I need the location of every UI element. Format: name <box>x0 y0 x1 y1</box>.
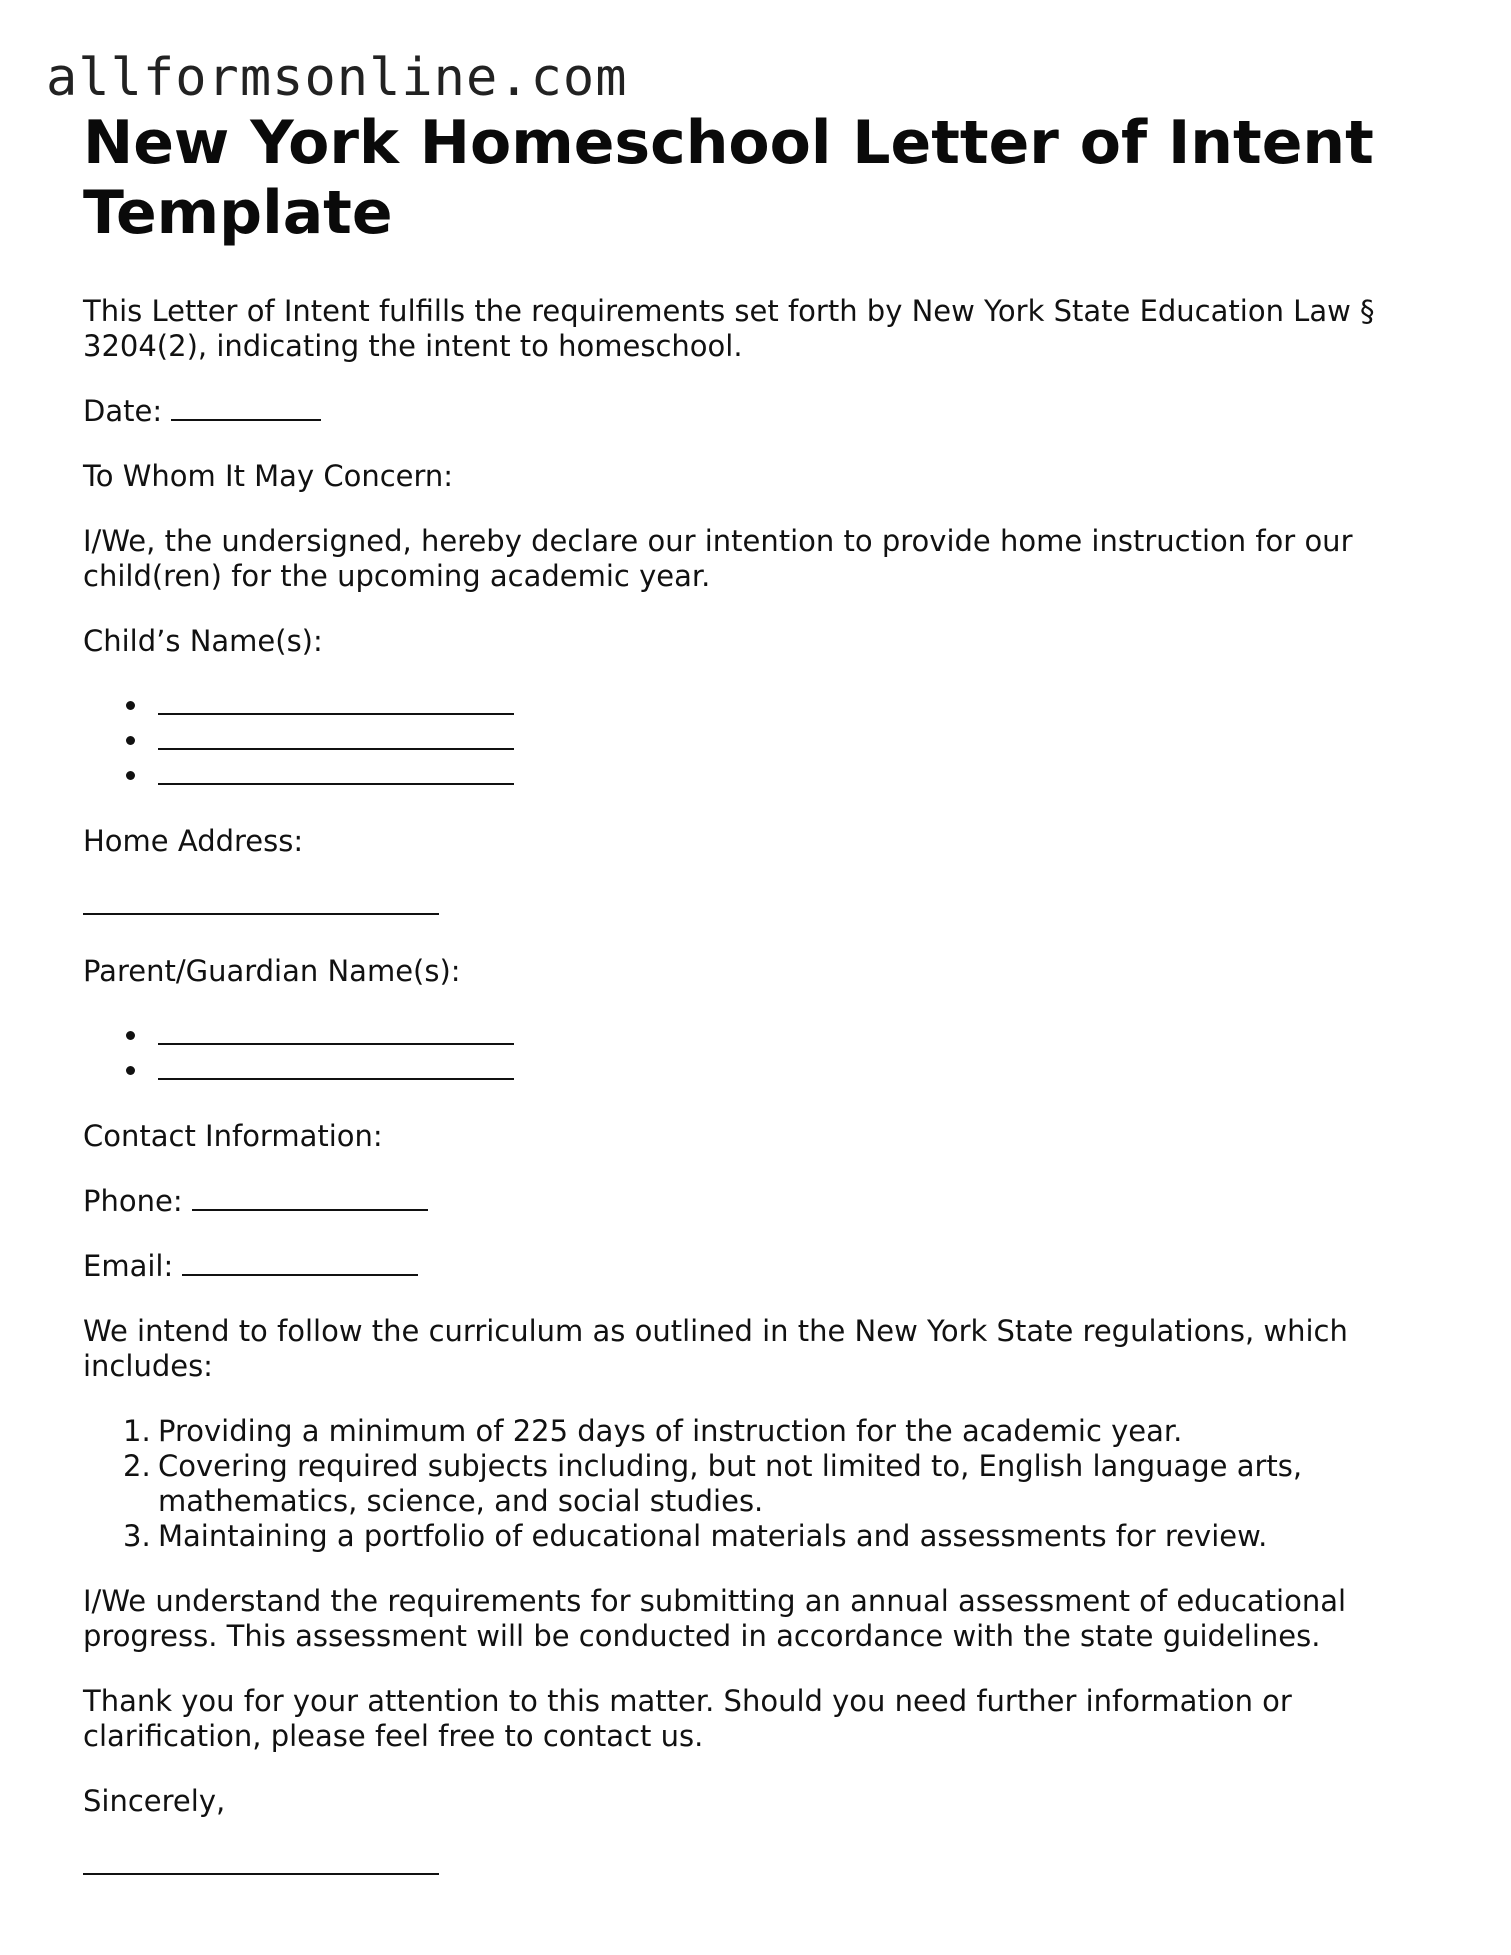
closing: Sincerely, <box>83 1784 226 1818</box>
children-label: Child’s Name(s): <box>83 624 323 658</box>
requirement-number: 1. <box>123 1414 151 1448</box>
requirement-item <box>83 1449 1423 1519</box>
bullet-icon <box>126 771 135 780</box>
requirement-text: Covering required subjects including, but not limited to, English language arts, mathematics, science, and social studies. <box>158 1449 1303 1518</box>
address-row <box>83 889 1423 924</box>
requirement-text: Maintaining a portfolio of educational materials and assessments for review. <box>158 1519 1268 1553</box>
curriculum-intro: We intend to follow the curriculum as outlined in the New York State regulations, which includes: <box>83 1314 1348 1383</box>
requirement-number: 3. <box>123 1519 151 1553</box>
bullet-icon <box>126 1066 135 1075</box>
salutation: To Whom It May Concern: <box>83 459 454 493</box>
parent-name-item <box>83 1054 1423 1089</box>
phone-label: Phone: <box>83 1184 183 1218</box>
letter-document <box>83 108 1423 1884</box>
email-field[interactable] <box>182 1250 418 1276</box>
requirement-number: 2. <box>123 1449 151 1483</box>
signature-field[interactable] <box>83 1849 439 1875</box>
bullet-icon <box>126 701 135 710</box>
assessment-paragraph: I/We understand the requirements for submitting an annual assessment of educational progress. This assessment will be conducted in accordance with the state guidelines. <box>83 1584 1347 1653</box>
requirements-list <box>83 1414 1423 1554</box>
address-field[interactable] <box>83 889 439 915</box>
child-name-field-1[interactable] <box>158 689 514 715</box>
address-label: Home Address: <box>83 824 304 858</box>
parent-name-field-2[interactable] <box>158 1054 514 1080</box>
requirement-text: Providing a minimum of 225 days of instruction for the academic year. <box>158 1414 1183 1448</box>
child-name-item <box>83 759 1423 794</box>
child-name-field-3[interactable] <box>158 759 514 785</box>
bullet-icon <box>126 1031 135 1040</box>
date-row <box>83 394 1423 429</box>
declaration-paragraph: I/We, the undersigned, hereby declare our intention to provide home instruction for our child(ren) for the upcoming academic year. <box>83 524 1353 593</box>
requirement-item <box>83 1519 1423 1554</box>
contact-label: Contact Information: <box>83 1119 383 1153</box>
parent-name-field-1[interactable] <box>158 1019 514 1045</box>
intro-paragraph: This Letter of Intent fulfills the requirements set forth by New York State Education Law § 3204(2), indicating the intent to homeschool. <box>83 294 1375 363</box>
document-title: New York Homeschool Letter of Intent Template <box>83 108 1374 248</box>
phone-field[interactable] <box>192 1185 428 1211</box>
parent-name-item <box>83 1019 1423 1054</box>
site-watermark: allformsonline.com <box>46 48 628 108</box>
date-field[interactable] <box>171 395 321 421</box>
child-name-item <box>83 724 1423 759</box>
children-list <box>83 689 1423 794</box>
requirement-item <box>83 1414 1423 1449</box>
signature-row <box>83 1849 1423 1884</box>
phone-row <box>83 1184 1423 1219</box>
parents-list <box>83 1019 1423 1089</box>
date-label: Date: <box>83 394 163 428</box>
child-name-item <box>83 689 1423 724</box>
child-name-field-2[interactable] <box>158 724 514 750</box>
bullet-icon <box>126 736 135 745</box>
email-row <box>83 1249 1423 1284</box>
email-label: Email: <box>83 1249 174 1283</box>
parents-label: Parent/Guardian Name(s): <box>83 954 461 988</box>
thanks-paragraph: Thank you for your attention to this matter. Should you need further information or clarification, please feel free to contact us. <box>83 1684 1292 1753</box>
